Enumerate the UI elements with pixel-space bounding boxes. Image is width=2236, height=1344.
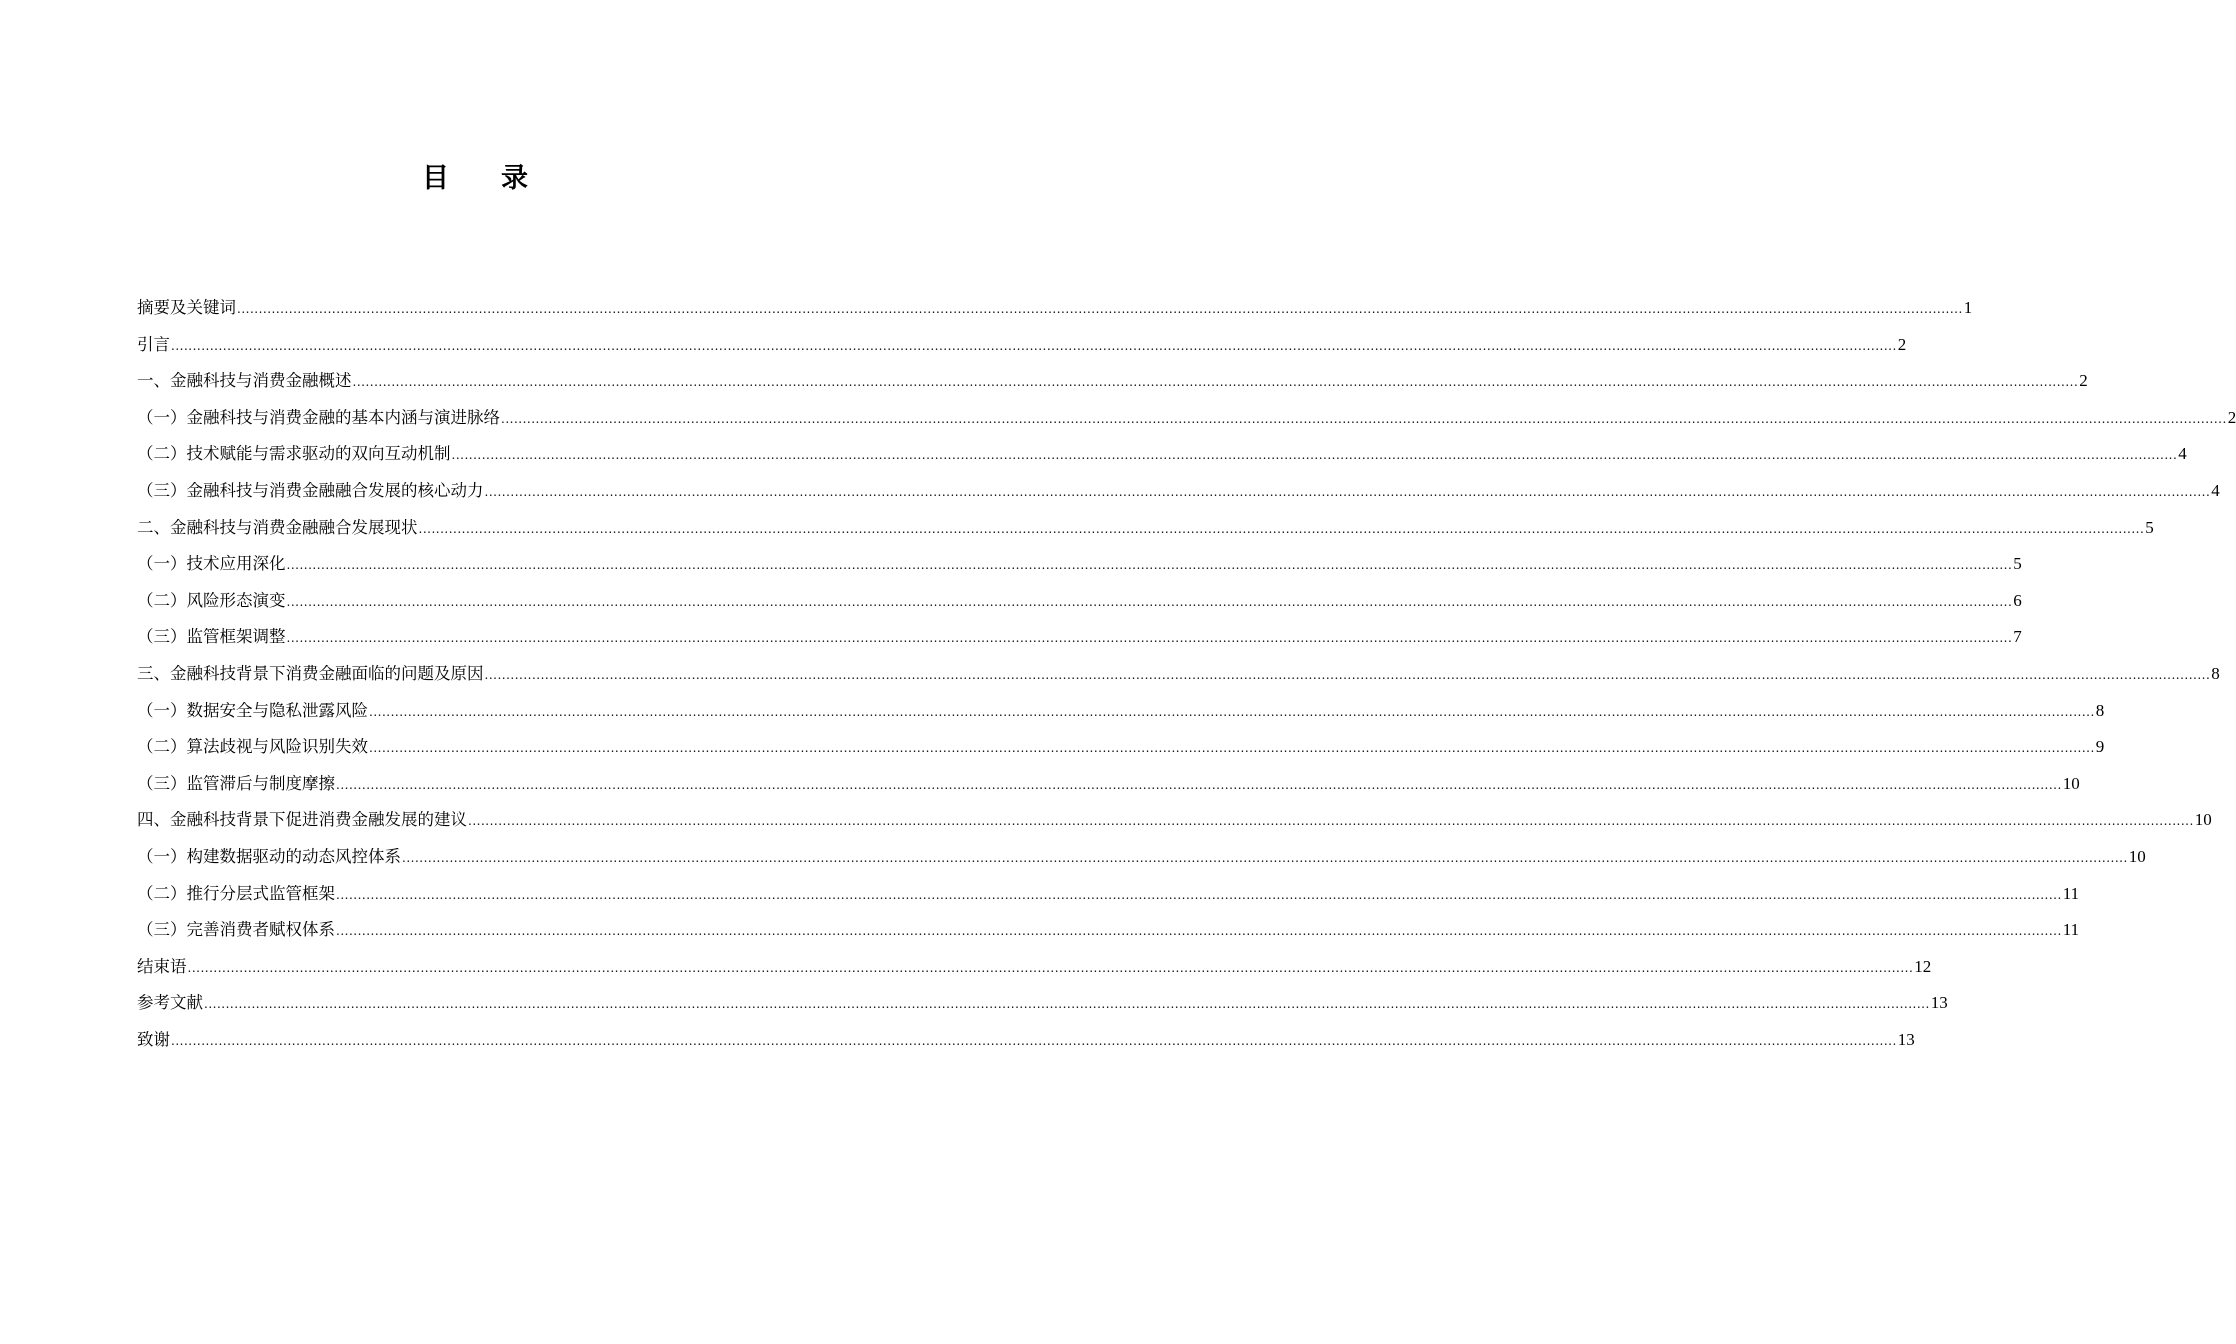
- toc-entry[interactable]: [137, 363, 2088, 400]
- toc-entry-page-number: 7: [2013, 627, 2022, 647]
- toc-dot-leader: ................................................................................................................................................................................................................................................................................................................................................................................................................: [171, 1033, 1897, 1048]
- toc-entry-page-number: 10: [2194, 810, 2212, 830]
- toc-entry-page-number: 5: [2145, 517, 2154, 537]
- toc-entry-title: 结束语: [137, 956, 187, 976]
- toc-dot-leader: ................................................................................................................................................................................................................................................................................................................................................................................................................: [286, 594, 2013, 609]
- toc-entry-title: 四、金融科技背景下促进消费金融发展的建议: [137, 810, 467, 830]
- toc-entry[interactable]: [137, 729, 2105, 766]
- toc-dot-leader: ................................................................................................................................................................................................................................................................................................................................................................................................................: [468, 814, 2194, 829]
- toc-dot-leader: ................................................................................................................................................................................................................................................................................................................................................................................................................: [501, 411, 2227, 426]
- toc-entry[interactable]: [137, 656, 2220, 693]
- page-title: [0, 156, 950, 195]
- toc-entry-page-number: 2: [2079, 371, 2088, 391]
- toc-entry[interactable]: [137, 510, 2154, 547]
- toc-entry-title: （三）金融科技与消费金融融合发展的核心动力: [137, 480, 484, 500]
- toc-dot-leader: ................................................................................................................................................................................................................................................................................................................................................................................................................: [237, 302, 1963, 316]
- toc-entry-title: 摘要及关键词: [137, 298, 236, 317]
- toc-entry-page-number: 5: [2013, 554, 2022, 574]
- toc-dot-leader: ................................................................................................................................................................................................................................................................................................................................................................................................................: [204, 997, 1930, 1012]
- toc-entry-title: （三）监管框架调整: [137, 627, 286, 647]
- toc-dot-leader: ................................................................................................................................................................................................................................................................................................................................................................................................................: [418, 521, 2145, 536]
- toc-entry-title: （一）金融科技与消费金融的基本内涵与演进脉络: [137, 407, 500, 427]
- toc-entry-page-number: 10: [2128, 846, 2146, 866]
- toc-entry[interactable]: [137, 802, 2212, 839]
- toc-entry-page-number: 11: [2062, 920, 2080, 940]
- toc-entry-title: （三）完善消费者赋权体系: [137, 920, 335, 940]
- toc-entry-page-number: 4: [2211, 480, 2220, 500]
- toc-entry-title: 引言: [137, 334, 170, 354]
- toc-entry-page-number: 2: [2227, 407, 2236, 427]
- toc-entry[interactable]: [137, 949, 1932, 986]
- toc-entry-title: （二）算法歧视与风险识别失效: [137, 737, 368, 757]
- toc-dot-leader: ................................................................................................................................................................................................................................................................................................................................................................................................................: [402, 850, 2128, 865]
- toc-entry[interactable]: [137, 327, 1907, 364]
- toc-entry[interactable]: [137, 1022, 1915, 1059]
- toc-entry[interactable]: [137, 693, 2105, 730]
- toc-entry-page-number: 8: [2095, 700, 2105, 720]
- toc-entry[interactable]: [137, 912, 2080, 949]
- toc-entry[interactable]: [137, 766, 2080, 803]
- toc-entry[interactable]: [137, 839, 2146, 876]
- toc-entry-page-number: 12: [1914, 956, 1932, 976]
- toc-entry[interactable]: [137, 619, 2022, 656]
- toc-entry-title: 二、金融科技与消费金融融合发展现状: [137, 517, 418, 537]
- toc-entry-page-number: 4: [2178, 444, 2187, 464]
- toc-entry-page-number: 13: [1930, 993, 1948, 1013]
- toc-entry-page-number: 13: [1897, 1029, 1915, 1049]
- toc-entry-title: （二）技术赋能与需求驱动的双向互动机制: [137, 444, 451, 464]
- toc-dot-leader: ................................................................................................................................................................................................................................................................................................................................................................................................................: [336, 887, 2062, 902]
- toc-dot-leader: ................................................................................................................................................................................................................................................................................................................................................................................................................: [286, 558, 2013, 573]
- toc-dot-leader: ................................................................................................................................................................................................................................................................................................................................................................................................................: [171, 338, 1897, 353]
- toc-dot-leader: ................................................................................................................................................................................................................................................................................................................................................................................................................: [451, 448, 2178, 463]
- toc-entry[interactable]: [137, 436, 2187, 473]
- toc-entry[interactable]: [137, 546, 2022, 583]
- toc-entry-title: （三）监管滞后与制度摩擦: [137, 773, 335, 793]
- toc-entry[interactable]: [137, 876, 2080, 913]
- toc-entry-page-number: 9: [2095, 737, 2105, 757]
- toc-entry[interactable]: [137, 290, 1973, 327]
- toc-entry[interactable]: [137, 985, 1948, 1022]
- toc-entry-title: 致谢: [137, 1029, 170, 1049]
- toc-entry-title: 参考文献: [137, 993, 203, 1013]
- toc-dot-leader: ................................................................................................................................................................................................................................................................................................................................................................................................................: [484, 667, 2211, 682]
- toc-dot-leader: ................................................................................................................................................................................................................................................................................................................................................................................................................: [352, 375, 2079, 390]
- toc-entry-title: （一）构建数据驱动的动态风控体系: [137, 846, 401, 866]
- toc-entry-title: （一）技术应用深化: [137, 554, 286, 574]
- toc-entry-page-number: 11: [2062, 883, 2080, 903]
- toc-dot-leader: ................................................................................................................................................................................................................................................................................................................................................................................................................: [187, 960, 1914, 975]
- toc-entry-page-number: 2: [1897, 334, 1907, 354]
- toc-dot-leader: ................................................................................................................................................................................................................................................................................................................................................................................................................: [336, 777, 2062, 792]
- toc-dot-leader: ................................................................................................................................................................................................................................................................................................................................................................................................................: [484, 484, 2211, 499]
- toc-dot-leader: ................................................................................................................................................................................................................................................................................................................................................................................................................: [369, 704, 2095, 719]
- toc-entry-title: （二）风险形态演变: [137, 590, 286, 610]
- toc-entry-page-number: 10: [2062, 773, 2080, 793]
- toc-entry-page-number: 1: [1963, 298, 1973, 317]
- toc-dot-leader: ................................................................................................................................................................................................................................................................................................................................................................................................................: [369, 741, 2095, 756]
- title-char-1: 目: [422, 163, 449, 194]
- toc-entry-page-number: 8: [2211, 663, 2220, 683]
- toc-dot-leader: ................................................................................................................................................................................................................................................................................................................................................................................................................: [336, 924, 2062, 939]
- toc-entry[interactable]: [137, 400, 2236, 437]
- toc-dot-leader: ................................................................................................................................................................................................................................................................................................................................................................................................................: [286, 631, 2013, 646]
- toc-entry-title: （一）数据安全与隐私泄露风险: [137, 700, 368, 720]
- toc-entry-page-number: 6: [2013, 590, 2022, 610]
- toc-entry-title: 三、金融科技背景下消费金融面临的问题及原因: [137, 663, 484, 683]
- toc-entry-title: （二）推行分层式监管框架: [137, 883, 335, 903]
- title-char-2: 录: [501, 163, 528, 194]
- table-of-contents: [137, 290, 2236, 1058]
- toc-entry[interactable]: [137, 583, 2022, 620]
- toc-entry-title: 一、金融科技与消费金融概述: [137, 371, 352, 391]
- toc-entry[interactable]: [137, 473, 2220, 510]
